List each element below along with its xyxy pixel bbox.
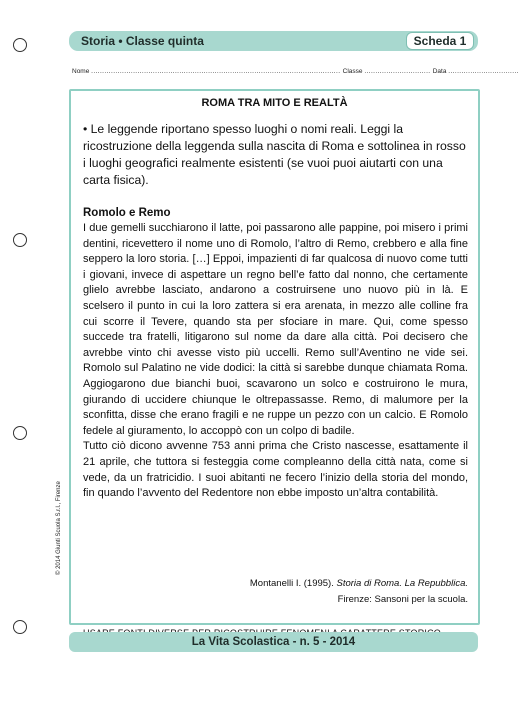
binder-hole-3 [13, 426, 27, 440]
date-label: Data [432, 68, 447, 75]
story-paragraph-2: Tutto ciò dicono avvenne 753 anni prima che Cristo nascesse, esattamente il 21 aprile, che tuttora si festeggia come compleanno della città nata, come si vede, da un fratricidio. I suoi abitanti ne fecero l’inizio della storia del mondo, fin quando l’avvento del Redentore non ebbe imposto un’altra contabilità. [83, 440, 468, 500]
section-title: Romolo e Remo [83, 207, 171, 219]
story-text [83, 221, 468, 502]
story-paragraph-1: I due gemelli succhiarono il latte, poi passarono alle pappine, poi misero i primi dentini, ricevettero il nome uno di Romolo, l’altro di Remo, crebbero e alla fine seppero la loro storia. […] Eppoi, impazienti di far qualcosa di nuovo come tutti i giovani, invece di aspettare un regno bell’e fatto dal nonno, che certamente glielo avrebbe lasciato, andarono a costruirsene uno nuovo più in là. E scelsero il punto in cui la loro zattera si era arenata, in mezzo alle colline fra cui scorre il Tevere, quando sta per sfociare in mare. Qui, come spesso succede tra fratelli, litigarono sul nome da dare alla città. Poi decisero che avrebbe vinto chi avesse visto più uccelli. Remo sull’Aventino ne vide sei. Romolo sul Palatino ne vide dodici: la città si sarebbe dunque chiamata Roma. Aggiogarono due bianchi buoi, scavarono un solco e costruirono le mura, giurando di uccidere chiunque le oltrepassasse. Remo, di malumore per la sconfitta, disse che erano fragili e ne ruppe un pezzo con un calcio. E Romolo fedele al giuramento, lo accoppò con un colpo di badile. [83, 222, 468, 437]
name-field[interactable]: ................................................................................................................. [91, 68, 343, 75]
student-fields [72, 68, 519, 75]
worksheet-title: ROMA TRA MITO E REALTÀ [201, 97, 348, 109]
footer-bar: La Vita Scolastica - n. 5 - 2014 [69, 632, 478, 652]
content-frame [69, 89, 480, 625]
binder-hole-1 [13, 38, 27, 52]
class-field[interactable]: .............................. [364, 68, 433, 75]
name-label: Nome [72, 68, 90, 75]
binder-hole-4 [13, 620, 27, 634]
worksheet-tab: Scheda 1 [406, 32, 474, 50]
date-field[interactable]: ................................ [448, 68, 519, 75]
citation-publisher: Firenze: Sansoni per la scuola. [337, 594, 468, 605]
binder-hole-2 [13, 233, 27, 247]
header-bar [69, 31, 478, 51]
citation-title: Storia di Roma. La Repubblica. [336, 578, 468, 589]
instruction-text: • Le leggende riportano spesso luoghi o nomi reali. Leggi la ricostruzione della leggenda sulla nascita di Roma e sottolinea in rosso i luoghi geografici realmente esistenti (se vuoi puoi aiutarti con una carta fisica). [83, 122, 466, 187]
copyright-text: © 2014 Giunti Scuola S.r.l., Firenze [56, 481, 62, 575]
citation-author: Montanelli I. (1995). [249, 578, 337, 589]
class-label: Classe [342, 68, 363, 75]
citation [250, 576, 468, 608]
subject-label: Storia • Classe quinta [81, 34, 204, 48]
